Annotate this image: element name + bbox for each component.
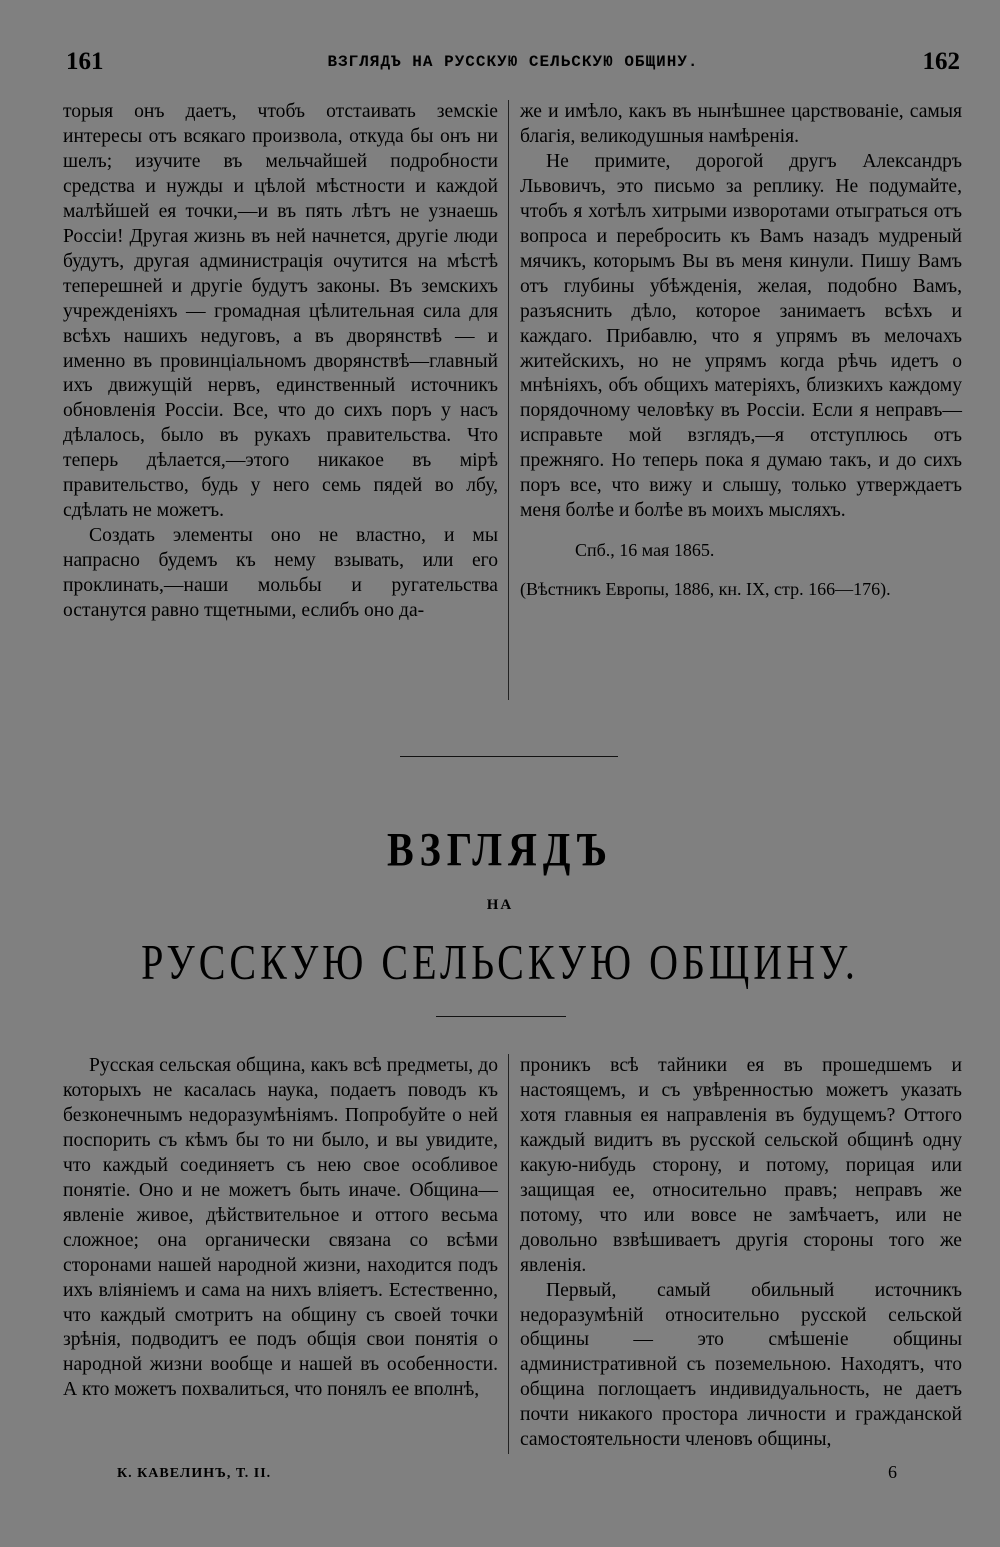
paragraph: торыя онъ даетъ, чтобъ отстаивать земскіе интересы отъ всякаго произвола, откуда бы онъ ни шелъ; изучите въ мельчайшей подробности средства и нужды и цѣлой мѣстности и каждой малѣйшей ея точки,—и въ пять лѣтъ не узнаешь Россіи! Другая жизнь въ ней начнется, другіе люди будутъ, другая администрація очутится на мѣстѣ теперешней и другіе будутъ законы. Въ земскихъ учрежденіяхъ — громадная цѣлительная сила для всѣхъ нашихъ недуговъ, а въ дворянствѣ — и именно въ провинціальномъ дворянствѣ—главный ихъ движущій нервъ, единственный источникъ обновленія Россіи. Все, что до сихъ поръ у насъ дѣлалось, было въ рукахъ правительства. Что теперь дѣлается,—этого никакое въ мірѣ правительство, будь у него семь пядей во лбу, сдѣлать не можетъ. [63,101,498,522]
article-title-preposition: НА [486,897,514,913]
running-title: ВЗГЛЯДЪ НА РУССКУЮ СЕЛЬСКУЮ ОБЩИНУ. [327,53,699,71]
paragraph: Не примите, дорогой другъ Александръ Львовичъ, это письмо за реплику. Не подумайте, чтобъ я хотѣлъ хитрыми изворотами отыграться отъ вопроса и перебросить къ Вамъ назадъ мудреный мячикъ, которымъ Вы въ меня кинули. Пишу Вамъ отъ глубины убѣжденія, желая, подобно Вамъ, разъяснить дѣло, которое занимаетъ всѣхъ и каждаго. Прибавлю, что я упрямъ въ мелочахъ житейскихъ, но не упрямъ когда рѣчь идетъ о мнѣніяхъ, объ общихъ матеріяхъ, близкихъ каждому порядочному человѣку въ Россіи. Если я неправъ—исправьте мой взглядъ,—я отступлюсь отъ прежняго. Но теперь пока я думаю такъ, и до сихъ поръ все, что вижу и слышу, только утверждаетъ меня болѣе и болѣе въ моихъ мысляхъ. [520,150,962,522]
paragraph: Создать элементы оно не властно, и мы напрасно будемъ къ нему взывать, или его проклинать,—наши мольбы и ругательства останутся равно тщетными, еслибъ оно да- [63,525,498,622]
page-number-right: 162 [922,48,960,75]
column-divider [508,1054,509,1454]
bottom-right-column [520,1054,962,1453]
page-number-left: 161 [66,48,104,75]
top-left-column [63,100,498,624]
footer-sheet-number: 6 [888,1462,897,1482]
title-divider [436,1016,566,1017]
footer-signature: К. КАВЕЛИНЪ, Т. II. [117,1466,272,1481]
paragraph: Первый, самый обильный источникъ недоразумѣній относительно русской сельской общины — это смѣшеніе общины административной съ поземельною. Находятъ, что община поглощаетъ индивидуальность, не даетъ почти никакого простора личности и гражданской самостоятельности членовъ общины, [520,1279,962,1451]
letter-signoff: Спб., 16 мая 1865. [575,540,715,561]
article-title-main: ВЗГЛЯДЪ [386,822,614,877]
paragraph: Русская сельская община, какъ всѣ предметы, до которыхъ не касалась наука, подаетъ поводъ къ безконечнымъ недоразумѣніямъ. Попробуйте о ней поспорить съ кѣмъ бы то ни было, и вы увидите, что каждый соединяетъ съ нею свое особливое понятіе. Оно и не можетъ быть иначе. Община—явленіе живое, дѣйствительное и оттого весьма сложное; она органически связана со всѣми сторонами нашей народной жизни, находится подъ ихъ вліяніемъ и сама на нихъ вліяетъ. Естественно, что каждый смотритъ на общину съ своей точки зрѣнія, подводитъ ее подъ общія свои понятія о народной жизни вообще и нашей въ особенности. А кто можетъ похвалиться, что понялъ ее вполнѣ, [63,1055,498,1401]
top-right-column [520,100,962,602]
article-title-subtitle: РУССКУЮ СЕЛЬСКУЮ ОБЩИНУ. [141,933,859,990]
paragraph: же и имѣло, какъ въ нынѣшнее царствованіе, самыя благія, великодушныя намѣренія. [520,101,962,147]
bottom-left-column [63,1054,498,1403]
column-divider [508,100,509,700]
paragraph: проникъ всѣ тайники ея въ прошедшемъ и настоящемъ, и съ увѣренностью можетъ указать хотя главныя ея направленія въ будущемъ? Оттого каждый видитъ въ русской сельской общинѣ одну какую-нибудь сторону, и потому, порицая или защищая ее, относительно правъ; неправъ же потому, что или вовсе не замѣчаетъ, или не довольно взвѣшиваетъ другія стороны того же явленія. [520,1055,962,1276]
section-divider [400,756,618,757]
source-citation: (Вѣстникъ Европы, 1886, кн. IX, стр. 166—176). [520,579,891,600]
page-header [66,48,960,78]
